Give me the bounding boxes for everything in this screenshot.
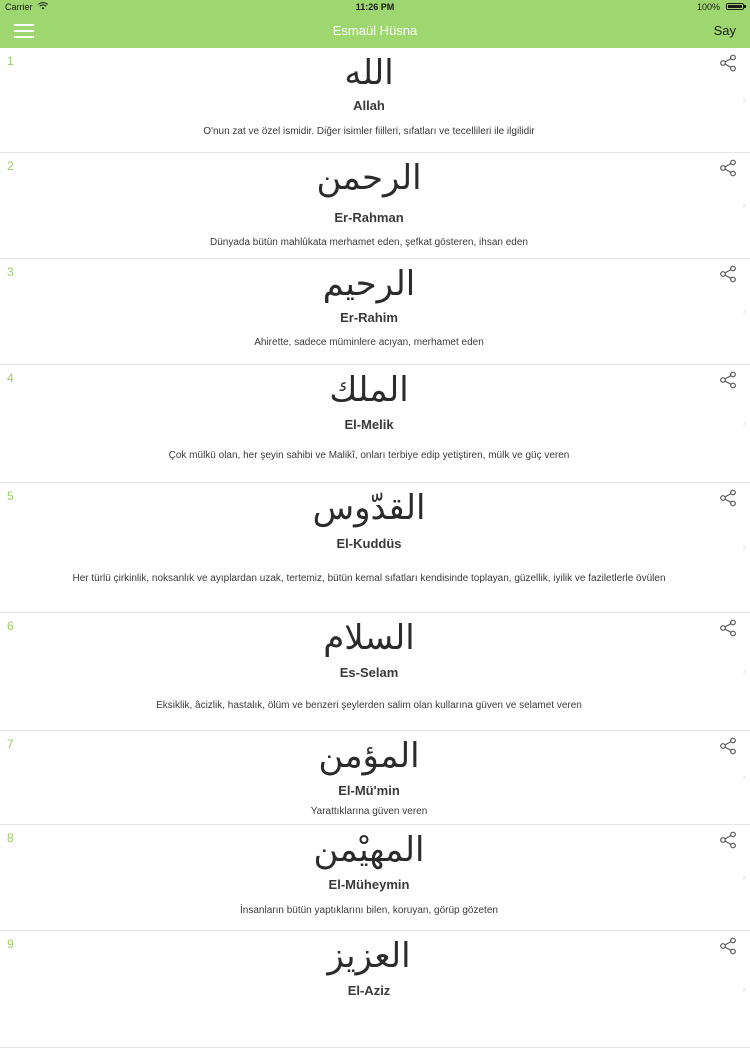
chevron-right-icon: › bbox=[742, 95, 746, 106]
item-number: 2 bbox=[7, 159, 14, 173]
list-item[interactable] bbox=[0, 259, 750, 365]
meaning-text: Yarattıklarına güven veren bbox=[310, 806, 428, 817]
share-icon[interactable] bbox=[719, 159, 737, 177]
share-icon[interactable] bbox=[719, 371, 737, 389]
meaning-text: Çok mülkü olan, her şeyin sahibi ve Malikî, onları terbiye edip yetiştiren, mülk ve güç veren bbox=[168, 450, 570, 461]
chevron-right-icon: › bbox=[742, 872, 746, 883]
meaning-text: İnsanların bütün yaptıklarını bilen, koruyan, görüp gözeten bbox=[240, 905, 498, 916]
meaning-text: Ahirette, sadece müminlere acıyan, merhamet eden bbox=[254, 337, 484, 348]
list-item[interactable] bbox=[0, 153, 750, 259]
share-icon[interactable] bbox=[719, 265, 737, 283]
status-time: 11:26 PM bbox=[355, 2, 395, 12]
list-item[interactable] bbox=[0, 48, 750, 153]
transliteration: El-Mü'min bbox=[338, 783, 400, 798]
battery-icon bbox=[726, 3, 744, 10]
arabic-name: الرحمن bbox=[316, 158, 422, 198]
meaning-text: Dünyada bütün mahlûkata merhamet eden, şefkat gösteren, ihsan eden bbox=[210, 237, 528, 248]
arabic-name: الله bbox=[344, 53, 394, 93]
arabic-name: العزيز bbox=[327, 936, 411, 976]
page-title: Esmaül Hüsna bbox=[332, 23, 418, 38]
item-number: 1 bbox=[7, 54, 14, 68]
share-icon[interactable] bbox=[719, 831, 737, 849]
item-number: 8 bbox=[7, 831, 14, 845]
chevron-right-icon: › bbox=[742, 984, 746, 995]
arabic-name: المؤمن bbox=[318, 736, 420, 776]
meaning-text: O'nun zat ve özel ismidir. Diğer isimler fiilleri, sıfatları ve tecellileri ile ilgilidir bbox=[203, 126, 535, 137]
list-item[interactable] bbox=[0, 731, 750, 825]
transliteration: El-Melik bbox=[344, 417, 394, 432]
carrier-label: Carrier bbox=[5, 2, 33, 12]
chevron-right-icon: › bbox=[742, 542, 746, 553]
arabic-name: الملك bbox=[329, 370, 409, 410]
status-bar bbox=[0, 0, 750, 14]
battery-percentage: 100% bbox=[696, 2, 720, 12]
item-number: 4 bbox=[7, 371, 14, 385]
transliteration: Allah bbox=[353, 98, 385, 113]
arabic-name: السلام bbox=[323, 618, 415, 658]
list-item[interactable] bbox=[0, 365, 750, 483]
chevron-right-icon: › bbox=[742, 200, 746, 211]
say-button[interactable]: Say bbox=[713, 23, 736, 38]
arabic-name: المهيْمن bbox=[313, 830, 425, 870]
transliteration: Er-Rahman bbox=[334, 210, 404, 225]
item-number: 6 bbox=[7, 619, 14, 633]
transliteration: El-Aziz bbox=[347, 983, 391, 998]
meaning-text: Eksiklik, âcizlik, hastalık, ölüm ve benzeri şeylerden salim olan kullarına güven ve selamet veren bbox=[156, 700, 582, 711]
share-icon[interactable] bbox=[719, 54, 737, 72]
item-number: 9 bbox=[7, 937, 14, 951]
list-item[interactable] bbox=[0, 613, 750, 731]
list-item[interactable] bbox=[0, 825, 750, 931]
transliteration: Es-Selam bbox=[339, 665, 399, 680]
chevron-right-icon: › bbox=[742, 306, 746, 317]
share-icon[interactable] bbox=[719, 737, 737, 755]
meaning-text: Her türlü çirkinlik, noksanlık ve ayıplardan uzak, tertemiz, bütün kemal sıfatları kendisinde toplayan, güzellik, iyilik ve faziletlerle övülen bbox=[72, 573, 666, 584]
item-number: 7 bbox=[7, 737, 14, 751]
share-icon[interactable] bbox=[719, 937, 737, 955]
item-number: 5 bbox=[7, 489, 14, 503]
transliteration: El-Kuddüs bbox=[336, 536, 402, 551]
chevron-right-icon: › bbox=[742, 418, 746, 429]
transliteration: El-Müheymin bbox=[328, 877, 410, 892]
list-item[interactable] bbox=[0, 483, 750, 613]
share-icon[interactable] bbox=[719, 619, 737, 637]
item-number: 3 bbox=[7, 265, 14, 279]
arabic-name: الرحيم bbox=[322, 264, 416, 304]
chevron-right-icon: › bbox=[742, 666, 746, 677]
share-icon[interactable] bbox=[719, 489, 737, 507]
navigation-bar bbox=[0, 14, 750, 48]
chevron-right-icon: › bbox=[742, 772, 746, 783]
transliteration: Er-Rahim bbox=[340, 310, 398, 325]
list-item[interactable] bbox=[0, 931, 750, 1048]
arabic-name: القدّوس bbox=[312, 488, 426, 528]
